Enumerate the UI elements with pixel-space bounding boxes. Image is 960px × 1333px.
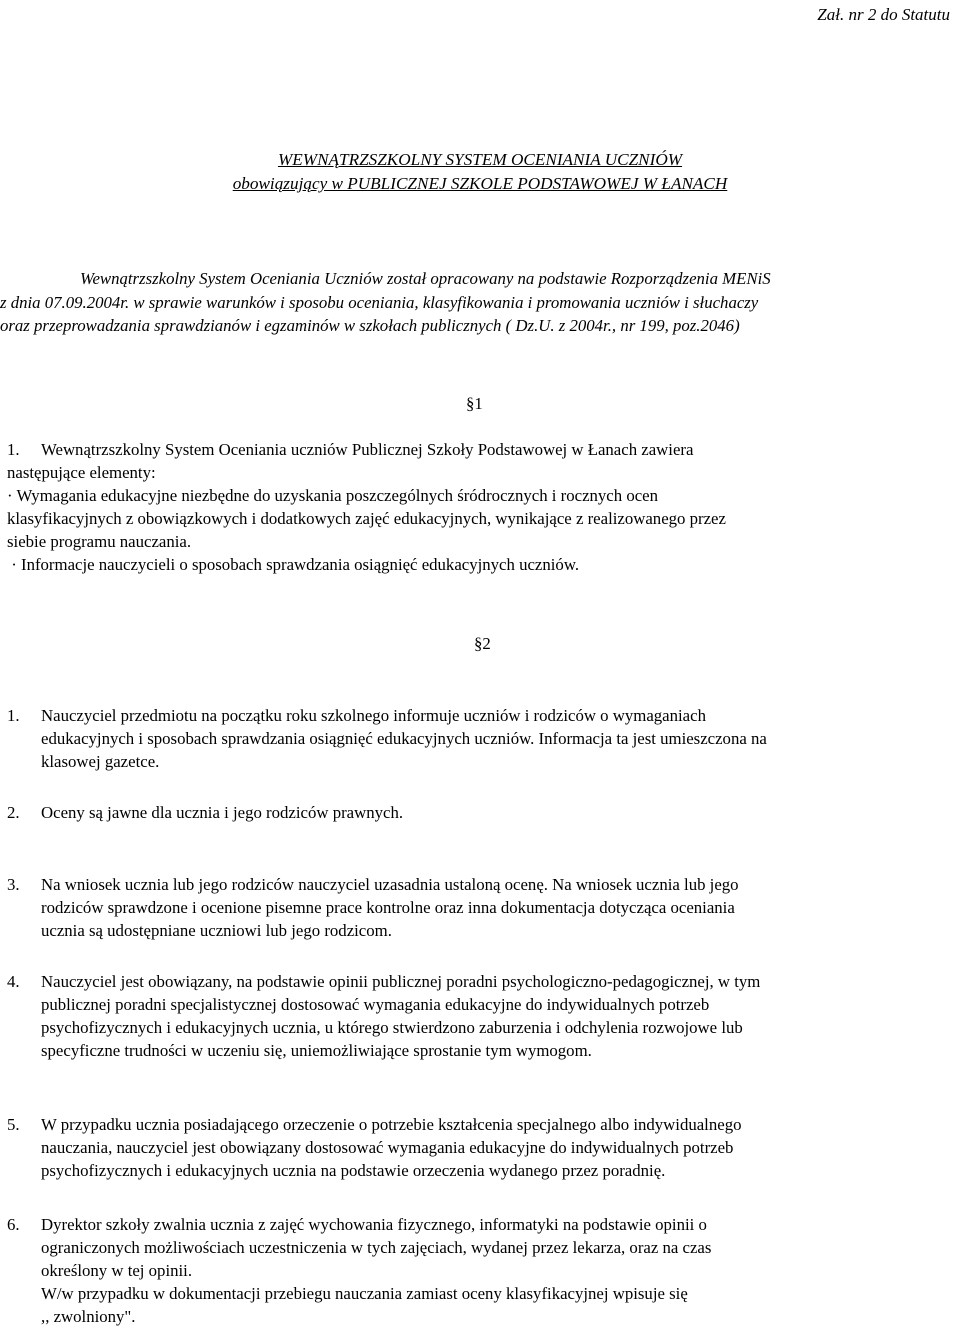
paragraph-line: ,, zwolniony". [41,1307,136,1326]
paragraph-number: 5. [7,1115,20,1134]
paragraph-number: 1. [7,440,20,459]
paragraph-line: ograniczonych możliwościach uczestniczenia w tych zajęciach, wydanej przez lekarza, oraz na czas [41,1238,712,1257]
paragraph-line: nauczania, nauczyciel jest obowiązany dostosować wymagania edukacyjne do indywidualnych potrzeb [41,1138,734,1157]
paragraph-number: 1. [7,706,20,725]
paragraph-line: edukacyjnych i sposobach sprawdzania osiągnięć edukacyjnych uczniów. Informacja ta jest umieszczona na [41,729,767,748]
list-item: · Wymagania edukacyjne niezbędne do uzyskania poszczególnych śródrocznych i rocznych ocen [7,486,659,505]
paragraph-line: W przypadku ucznia posiadającego orzeczenie o potrzebie kształcenia specjalnego albo indywidualnego [41,1115,742,1134]
paragraph-line: specyficzne trudności w uczeniu się, uniemożliwiające sprostanie tym wymogom. [41,1041,592,1060]
paragraph-number: 6. [7,1215,20,1234]
paragraph-line: klasyfikacyjnych z obowiązkowych i dodatkowych zajęć edukacyjnych, wynikające z realizowanego przez [7,509,726,528]
paragraph-2-4 [7,970,956,1062]
paragraph-line: Nauczyciel przedmiotu na początku roku szkolnego informuje uczniów i rodziców o wymaganiach [41,706,706,725]
paragraph-line: psychofizycznych i edukacyjnych ucznia, u którego stwierdzono zaburzenia i odchylenia rozwojowe lub [41,1018,743,1037]
paragraph-line: Oceny są jawne dla ucznia i jego rodziców prawnych. [41,803,404,822]
paragraph-2-2 [7,801,956,824]
paragraph-line: ucznia są udostępniane uczniowi lub jego rodzicom. [41,921,392,940]
intro-line: z dnia 07.09.2004r. w sprawie warunków i sposobu oceniania, klasyfikowania i promowania uczniów i słuchaczy [0,292,759,312]
section-mark-1: §1 [466,394,483,413]
intro-line: Wewnątrzszkolny System Oceniania Uczniów został opracowany na podstawie Rozporządzenia MENiS [80,269,771,288]
paragraph-line: określony w tej opinii. [41,1261,193,1280]
paragraph-number: 2. [7,803,20,822]
paragraph-2-3 [7,873,956,942]
paragraph-number: 3. [7,875,20,894]
paragraph-line: Nauczyciel jest obowiązany, na podstawie opinii publicznej poradni psychologiczno-pedagogicznej, w tym [41,972,761,991]
paragraph-line: Dyrektor szkoły zwalnia ucznia z zajęć wychowania fizycznego, informatyki na podstawie opinii o [41,1215,707,1234]
paragraph-line: następujące elementy: [7,463,156,482]
paragraph-line: klasowej gazetce. [41,752,160,771]
annex-label: Zał. nr 2 do Statutu [817,5,950,24]
paragraph-2-6 [7,1213,956,1328]
intro-line: oraz przeprowadzania sprawdzianów i egzaminów w szkołach publicznych ( Dz.U. z 2004r., nr 199, poz.2046) [0,316,740,335]
paragraph-line: siebie programu nauczania. [7,532,192,551]
paragraph-2-5 [7,1113,956,1182]
paragraph-1-1 [7,438,956,461]
section-mark-2: §2 [474,634,491,653]
document-title [0,148,960,196]
paragraph-line: W/w przypadku w dokumentacji przebiegu nauczania zamiast oceny klasyfikacyjnej wpisuje się [41,1284,688,1303]
paragraph-line: psychofizycznych i edukacyjnych ucznia na podstawie orzeczenia wydanego przez poradnię. [41,1161,666,1180]
title-line-2: obowiązujący w PUBLICZNEJ SZKOLE PODSTAWOWEJ W ŁANACH [232,174,728,193]
paragraph-number: 4. [7,972,20,991]
paragraph-1-1-continued [7,461,922,576]
paragraph-line: rodziców sprawdzone i ocenione pisemne prace kontrolne oraz inna dokumentacja dotycząca oceniania [41,898,735,917]
paragraph-line: Wewnątrzszkolny System Oceniania uczniów Publicznej Szkoły Podstawowej w Łanach zawiera [41,440,694,459]
list-item: · Informacje nauczycieli o sposobach sprawdzania osiągnięć edukacyjnych uczniów. [7,555,580,574]
intro-paragraph [0,267,960,338]
paragraph-line: publicznej poradni specjalistycznej dostosować wymagania edukacyjne do indywidualnych potrzeb [41,995,710,1014]
paragraph-2-1 [7,704,956,773]
title-line-1: WEWNĄTRZSZKOLNY SYSTEM OCENIANIA UCZNIÓW [277,150,683,169]
paragraph-line: Na wniosek ucznia lub jego rodziców nauczyciel uzasadnia ustaloną ocenę. Na wniosek ucznia lub jego [41,875,739,894]
